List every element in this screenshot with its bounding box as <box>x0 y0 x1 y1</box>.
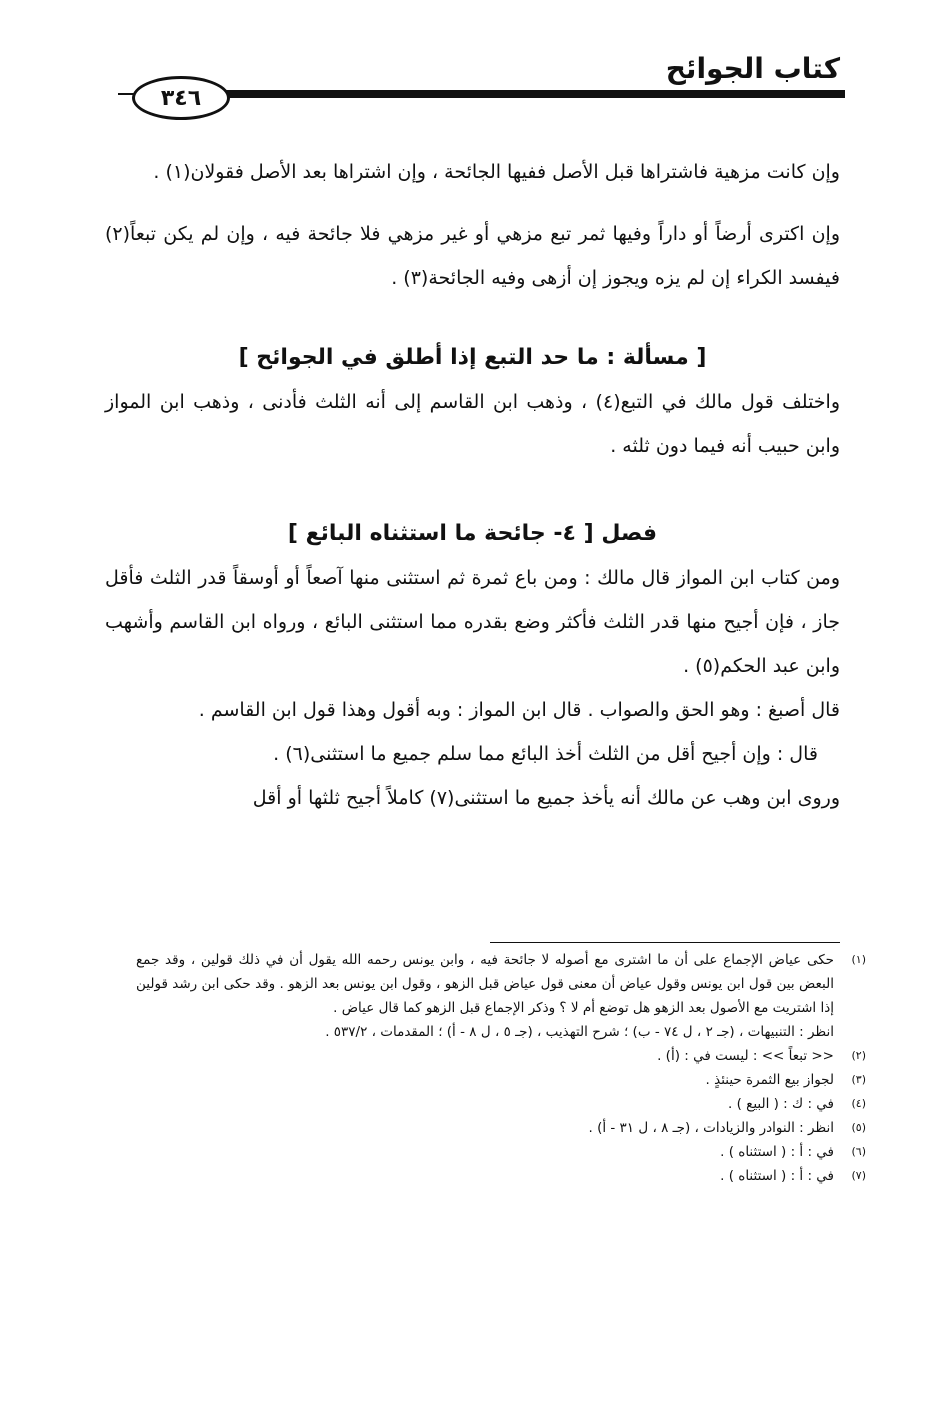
footnote-text: في : أ : ( استثناه ) . <box>720 1168 834 1184</box>
paragraph: قال : وإن أجيح أقل من الثلث أخذ البائع مما سلم جميع ما استثنى(٦) . <box>273 743 818 765</box>
footnote <box>136 1164 866 1188</box>
footnote-number: (٧) <box>851 1169 866 1182</box>
paragraph: وإن اكترى أرضاً أو داراً وفيها ثمر تبع مزهي أو غير مزهي فلا جائحة فيه ، وإن لم يكن تبعاً(٢) فيفسد الكراء إن لم يزه ويجوز إن أزهى وفيه الجائحة(٣) . <box>105 223 840 289</box>
footnote-number: (٤) <box>851 1097 866 1110</box>
footnotes <box>136 948 866 1188</box>
footnote <box>136 1140 866 1164</box>
spacer <box>105 468 840 512</box>
main-text <box>105 150 840 820</box>
page-number-text: ٣٤٦ <box>160 85 202 111</box>
paragraph: وإن كانت مزهية فاشتراها قبل الأصل ففيها الجائحة ، وإن اشتراها بعد الأصل فقولان(١) . <box>153 161 840 183</box>
footnote-text: انظر : التنبيهات ، (جـ ٢ ، ل ٧٤ - ب) ؛ شرح التهذيب ، (جـ ٥ ، ل ٨ - أ) ؛ المقدمات ، ٥٣٧/٢ . <box>325 1024 834 1040</box>
footnote-number: (٣) <box>851 1073 866 1086</box>
header-rule <box>205 90 845 98</box>
paragraph: وروى ابن وهب عن مالك أنه يأخذ جميع ما استثنى(٧) كاملاً أجيح ثلثها أو أقل <box>252 787 840 809</box>
footnote <box>136 1116 866 1140</box>
spacer <box>105 194 840 212</box>
running-head-title: كتاب الجوائح <box>665 52 840 85</box>
footnote-text: لجواز بيع الثمرة حينئذٍ . <box>705 1072 834 1088</box>
footnote <box>136 948 866 1020</box>
paragraph: قال أصبغ : وهو الحق والصواب . قال ابن المواز : وبه أقول وهذا قول ابن القاسم . <box>198 699 840 721</box>
page-number <box>132 76 230 120</box>
footnote-text: انظر : النوادر والزيادات ، (جـ ٨ ، ل ٣١ - أ) . <box>588 1120 834 1136</box>
footnote-number <box>834 1020 866 1044</box>
paragraph: واختلف قول مالك في التبع(٤) ، وذهب ابن القاسم إلى أنه الثلث فأدنى ، وذهب ابن المواز وابن حبيب أنه فيما دون ثلثه . <box>105 391 841 457</box>
footnote-number: (٦) <box>851 1145 866 1158</box>
footnote-text: في : ك : ( البيع ) . <box>728 1096 834 1112</box>
footnote-text: << تبعاً >> : ليست في : (أ) . <box>657 1048 834 1064</box>
footnote-text: في : أ : ( استثناه ) . <box>720 1144 834 1160</box>
footnote-number: (٥) <box>851 1121 866 1134</box>
section-heading: فصل [ ٤- جائحة ما استثناه البائع ] <box>287 521 658 546</box>
footnote-separator <box>490 942 840 943</box>
footnote <box>136 1044 866 1068</box>
footnote <box>136 1092 866 1116</box>
paragraph: ومن كتاب ابن المواز قال مالك : ومن باع ثمرة ثم استثنى منها آصعاً أو أوسقاً قدر الثلث فأقل جاز ، فإن أجيح منها قدر الثلث فأكثر وضع بقدره مما استثنى البائع ، ورواه ابن القاسم وأشهب وابن عبد الحكم(٥) . <box>105 567 840 677</box>
section-heading: [ مسألة : ما حد التبع إذا أطلق في الجوائح ] <box>238 345 707 370</box>
footnote <box>136 1020 866 1044</box>
footnote-number: (١) <box>851 953 866 966</box>
footnote <box>136 1068 866 1092</box>
footnote-number: (٢) <box>851 1049 866 1062</box>
spacer <box>105 300 840 336</box>
footnote-text: حكى عياض الإجماع على أن ما اشترى مع أصوله لا جائحة فيه ، وابن يونس رحمه الله يقول أن في ذلك قولين ، وقد جمع البعض بين قول ابن يونس وقول عياض أن معنى قول عياض قبل الزهو ، وقول ابن يونس بعد الزهو . وقد حكى ابن رشد قولين إذا اشتريت مع الأصول بعد الزهو هل توضع أم لا ؟ وذكر الإجماع قبل الزهو كما قال عياض . <box>136 952 834 1016</box>
